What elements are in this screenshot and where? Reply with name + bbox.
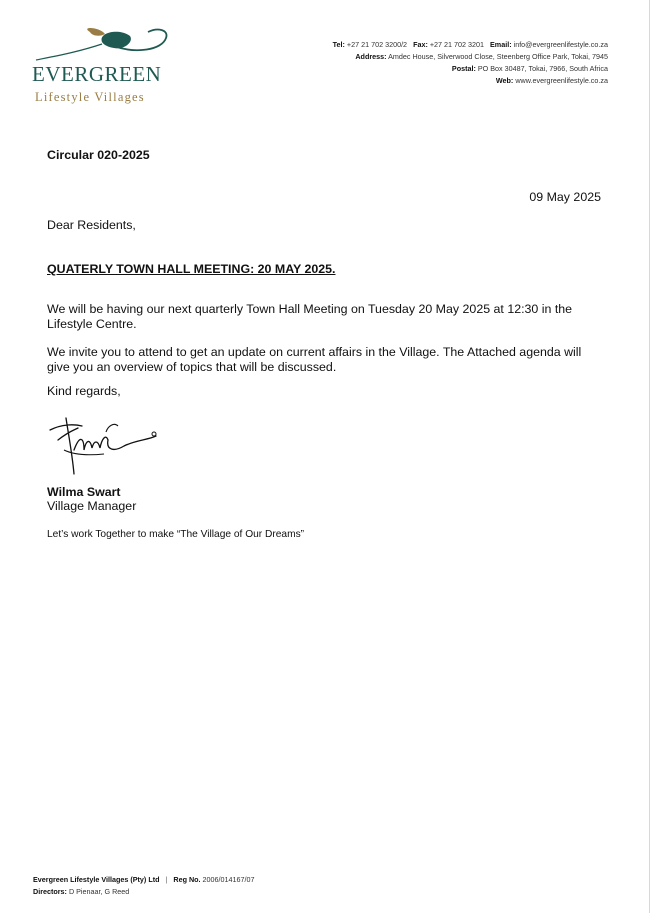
postal-label: Postal: <box>451 64 476 73</box>
tel-label: Tel: <box>332 40 345 49</box>
footer-separator: | <box>165 875 168 884</box>
footer-company-line <box>33 874 255 886</box>
signature-icon <box>44 410 164 478</box>
letter-date: 09 May 2025 <box>529 190 601 204</box>
footer-company: Evergreen Lifestyle Villages (Pty) Ltd <box>33 875 160 884</box>
paragraph-meeting: We will be having our next quarterly Town Hall Meeting on Tuesday 20 May 2025 at 12:30 in the Lifestyle Centre. <box>47 302 573 331</box>
web-label: Web: <box>495 76 514 85</box>
footer-directors-label: Directors: <box>33 886 67 896</box>
contact-line-address <box>333 51 608 63</box>
email-value[interactable]: info@evergreenlifestyle.co.za <box>513 40 608 49</box>
postal-value: PO Box 30487, Tokai, 7966, South Africa <box>477 64 608 73</box>
tel-value: +27 21 702 3200/2 <box>346 40 408 49</box>
footer-directors: D Pienaar, G Reed <box>68 886 130 896</box>
web-value[interactable]: www.evergreenlifestyle.co.za <box>515 76 608 85</box>
paragraph-invite: We invite you to attend to get an update on current affairs in the Village. The Attached agenda will give you an overview of topics that will be discussed. <box>47 345 582 374</box>
address-value: Amdec House, Silverwood Close, Steenberg Office Park, Tokai, 7945 <box>388 52 608 61</box>
closing: Kind regards, <box>47 384 121 398</box>
contact-line-postal <box>333 63 608 75</box>
contact-line-web <box>333 75 608 87</box>
salutation: Dear Residents, <box>47 218 136 232</box>
address-label: Address: <box>355 52 387 61</box>
footer-directors-line <box>33 886 255 898</box>
footer-reg-number: 2006/014167/07 <box>202 875 255 884</box>
signer-name: Wilma Swart <box>47 485 121 499</box>
brand-name: EVERGREEN <box>32 62 162 86</box>
contact-details <box>333 39 608 87</box>
signer-title: Village Manager <box>47 499 137 513</box>
footer-reg-label: Reg No. <box>173 875 201 884</box>
contact-line-phone <box>333 39 608 51</box>
footer <box>33 874 255 897</box>
email-label: Email: <box>490 40 512 49</box>
brand-tagline: Lifestyle Villages <box>35 90 145 104</box>
letter-heading: QUATERLY TOWN HALL MEETING: 20 MAY 2025. <box>47 262 336 276</box>
slogan: Let’s work Together to make “The Village of Our Dreams” <box>47 529 305 540</box>
fax-value: +27 21 702 3201 <box>429 40 485 49</box>
fax-label: Fax: <box>413 40 428 49</box>
circular-number: Circular 020-2025 <box>47 148 150 162</box>
leaf-emblem-icon <box>28 24 178 64</box>
company-logo <box>28 24 178 108</box>
